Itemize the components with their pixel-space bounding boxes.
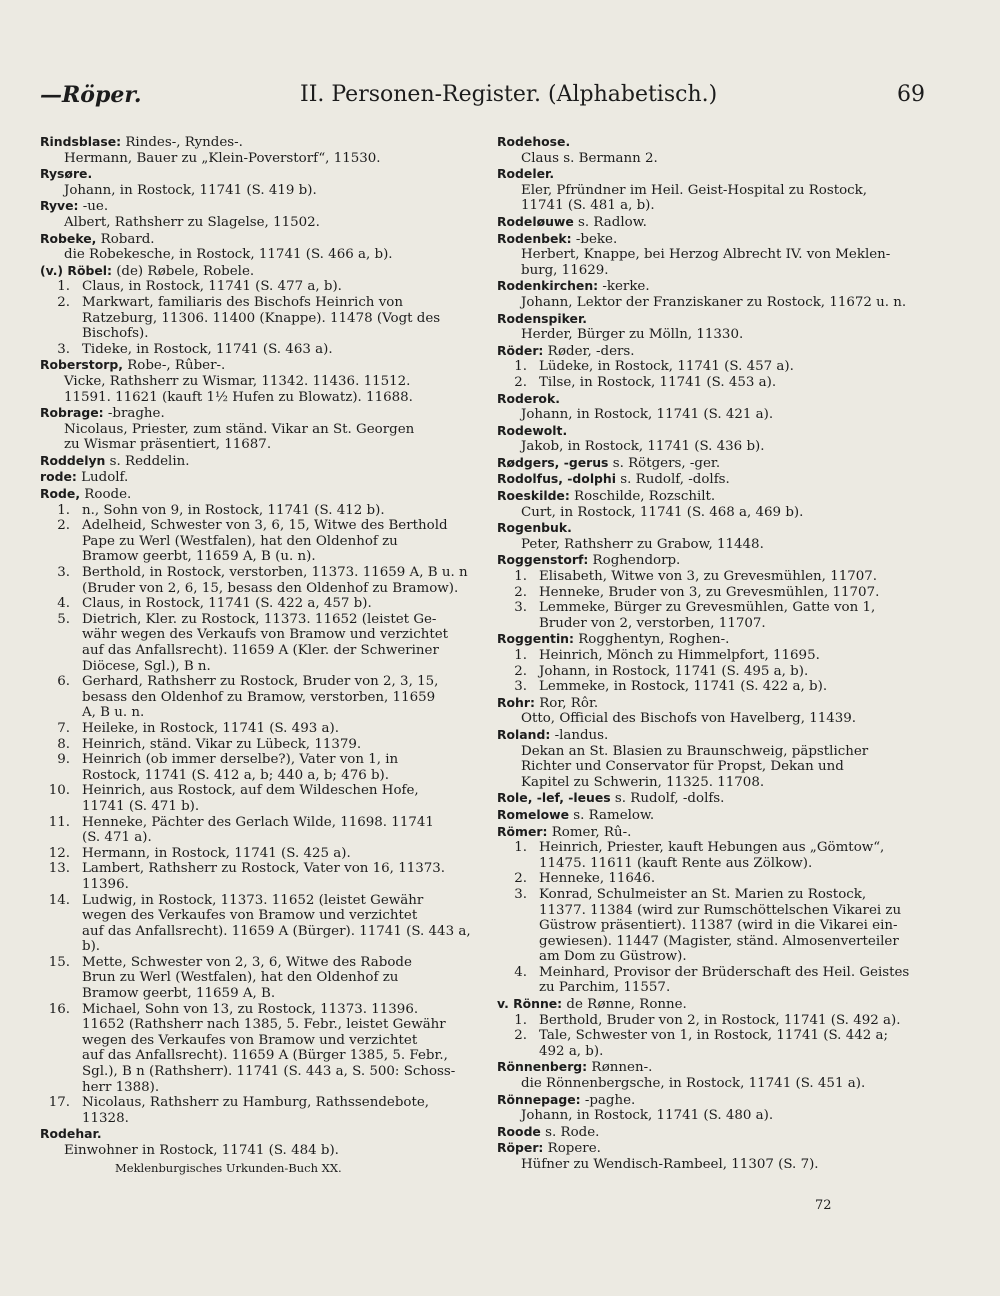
subitem-number: 1. (57, 279, 70, 295)
subitem-number: 2. (514, 1028, 527, 1044)
entry-headword: v. Rönne: (497, 996, 563, 1012)
register-entry (497, 790, 925, 807)
entry-text-line: Albert, Rathsherr zu Slagelse, 11502. (64, 214, 320, 230)
entry-heading-line (497, 455, 925, 472)
entry-subitem-line: auf das Anfallsrecht). 11659 A (Kler. der Schweriner (82, 643, 439, 658)
entry-text-line: Curt, in Rostock, 11741 (S. 468 a, 469 b). (521, 504, 804, 520)
entry-heading-line (497, 1124, 925, 1141)
register-entry (497, 423, 925, 455)
entry-subitem-line: Bramow geerbt, 11659 A, B (u. n). (82, 549, 316, 565)
entry-text-line: burg, 11629. (521, 262, 609, 278)
entry-subitem-line: 11. Henneke, Pächter des Gerlach Wilde, 11698. 11741 (40, 815, 480, 831)
entry-headword: Rogenbuk. (497, 520, 572, 536)
register-entry (497, 1092, 925, 1124)
entry-variants: Robard. (96, 231, 155, 247)
register-entry (497, 471, 925, 488)
entry-text-line: Johann, in Rostock, 11741 (S. 421 a). (521, 407, 774, 423)
entry-subitem-line: 11652 (Rathsherr nach 1385, 5. Febr., leistet Gewähr (82, 1017, 446, 1033)
running-head-left: —Röper. (40, 82, 142, 108)
register-entry (497, 391, 925, 423)
entry-subitem-line: 1. n., Sohn von 9, in Rostock, 11741 (S. 412 b). (40, 503, 480, 519)
entry-text-line: Johann, Lektor der Franziskaner zu Rostock, 11672 u. n. (521, 294, 907, 310)
entry-variants: s. Radlow. (573, 214, 647, 230)
entry-subitem-line: 1. Heinrich, Priester, kauft Hebungen aus „Gömtow“, (497, 840, 925, 856)
register-entry (497, 343, 925, 391)
register-entry (497, 695, 925, 727)
register-entry (497, 1140, 925, 1172)
entry-text-line: 11741 (S. 481 a, b). (521, 198, 655, 214)
entry-subitem-line: wegen des Verkaufes von Bramow und verzichtet (82, 1032, 418, 1048)
entry-variants: s. Rötgers, -ger. (608, 455, 721, 471)
subitem-number: 3. (57, 565, 70, 581)
register-entry (497, 1124, 925, 1141)
entry-subitem-line: 9. Heinrich (ob immer derselbe?), Vater von 1, in (40, 752, 480, 768)
entry-heading-line (40, 198, 480, 215)
entry-variants: de Rønne, Ronne. (562, 997, 687, 1013)
entry-text-line: Richter und Conservator für Propst, Dekan und (521, 759, 844, 775)
entry-subitem-line: A, B u. n. (82, 705, 145, 721)
subitem-number: 3. (514, 679, 527, 695)
entry-subitem-line: 1. Claus, in Rostock, 11741 (S. 477 a, b). (40, 279, 480, 295)
entry-subitem-line: 4. Meinhard, Provisor der Brüderschaft des Heil. Geistes (497, 965, 925, 981)
subitem-number: 9. (57, 752, 70, 768)
right-column (497, 134, 925, 1173)
entry-subitem-line: 2. Adelheid, Schwester von 3, 6, 15, Witwe des Berthold (40, 518, 480, 534)
entry-subitem-line: wegen des Verkaufes von Bramow und verzichtet (82, 908, 418, 924)
entry-subitem-line: 11396. (82, 876, 129, 892)
entry-headword: Römer: (497, 823, 548, 839)
entry-variants: -beke. (571, 231, 618, 247)
subitem-number: 1. (514, 648, 527, 663)
subitem-number: 14. (48, 892, 70, 908)
entry-heading-line (497, 996, 925, 1013)
entry-text-line: Eler, Pfründner im Heil. Geist-Hospital zu Rostock, (521, 182, 868, 198)
entry-heading-line (497, 278, 925, 295)
entry-heading-line (497, 1140, 925, 1157)
entry-text-line: Jakob, in Rostock, 11741 (S. 436 b). (521, 439, 765, 455)
subitem-number: 15. (48, 954, 70, 970)
entry-headword: Rode, (40, 486, 81, 502)
entry-headword: Roggentin: (497, 631, 574, 647)
entry-heading-line (40, 405, 480, 422)
entry-subitem-line: 1. Elisabeth, Witwe von 3, zu Grevesmühlen, 11707. (497, 569, 925, 585)
entry-headword: rode: (40, 469, 77, 485)
entry-headword: Rysøre. (40, 166, 93, 182)
register-entry (40, 453, 480, 470)
entry-headword: (v.) Röbel: (40, 262, 112, 278)
entry-headword: Roggenstorf: (497, 552, 589, 568)
subitem-number: 2. (514, 584, 527, 600)
register-entry (497, 520, 925, 552)
entry-subitem-line: 2. Johann, in Rostock, 11741 (S. 495 a, b). (497, 664, 925, 680)
register-entry (497, 552, 925, 631)
entry-headword: Rönnenberg: (497, 1059, 588, 1075)
entry-variants: -braghe. (103, 406, 165, 422)
entry-headword: Röder: (497, 342, 544, 358)
left-column (40, 134, 480, 1159)
entry-text-line: Otto, Official des Bischofs von Havelberg, 11439. (521, 711, 857, 727)
entry-headword: Robeke, (40, 230, 97, 246)
entry-variants: Roschilde, Rozschilt. (569, 489, 716, 505)
entry-subitem-line: 3. Tideke, in Rostock, 11741 (S. 463 a). (40, 342, 480, 358)
register-entry (497, 631, 925, 694)
entry-heading-line (497, 631, 925, 648)
register-entry (40, 263, 480, 358)
subitem-number: 1. (514, 1012, 527, 1028)
entry-subitem-line: währ wegen des Verkaufs von Bramow und verzichtet (82, 627, 449, 643)
entry-heading-line (497, 824, 925, 841)
subitem-number: 3. (514, 600, 527, 616)
entry-headword: Rindsblase: (40, 134, 122, 149)
entry-subitem-line: 4. Claus, in Rostock, 11741 (S. 422 a, 457 b). (40, 596, 480, 612)
subitem-number: 11. (48, 814, 70, 830)
entry-heading-line (497, 727, 925, 744)
entry-heading-line (497, 1059, 925, 1076)
entry-heading-line (497, 488, 925, 505)
entry-text-line: 11591. 11621 (kauft 1½ Hufen zu Blowatz). 11688. (64, 389, 413, 405)
entry-subitem-line: 15. Mette, Schwester von 2, 3, 6, Witwe des Rabode (40, 955, 480, 971)
entry-subitem-line: 492 a, b). (539, 1043, 604, 1059)
entry-subitem-line: 6. Gerhard, Rathsherr zu Rostock, Bruder von 2, 3, 15, (40, 674, 480, 690)
register-entry (40, 357, 480, 405)
entry-subitem-line: Ratzeburg, 11306. 11400 (Knappe). 11478 (Vogt des (82, 310, 441, 326)
subitem-number: 13. (48, 861, 70, 877)
entry-text-line: Hüfner zu Wendisch-Rambeel, 11307 (S. 7). (521, 1157, 819, 1172)
entry-headword: Roberstorp, (40, 357, 123, 373)
register-entry (497, 824, 925, 997)
register-entry (40, 469, 480, 486)
entry-headword: Ryve: (40, 198, 79, 214)
register-entry (40, 1126, 480, 1158)
entry-subitem-line: 14. Ludwig, in Rostock, 11373. 11652 (leistet Gewähr (40, 893, 480, 909)
entry-subitem-line: 2. Henneke, Bruder von 3, zu Grevesmühlen, 11707. (497, 585, 925, 601)
entry-subitem-line: Brun zu Werl (Westfalen), hat den Oldenhof zu (82, 970, 399, 986)
entry-subitem-line: 3. Lemmeke, Bürger zu Grevesmühlen, Gatte von 1, (497, 600, 925, 616)
entry-headword: Roddelyn (40, 452, 106, 468)
entry-heading-line (497, 695, 925, 712)
register-entry (497, 231, 925, 279)
subitem-number: 1. (57, 502, 70, 518)
entry-variants: Ludolf. (76, 470, 129, 486)
entry-subitem-line: 1. Heinrich, Mönch zu Himmelpfort, 11695. (497, 648, 925, 664)
entry-subitem-line: 17. Nicolaus, Rathsherr zu Hamburg, Rathssendebote, (40, 1095, 480, 1111)
entry-heading-line (40, 134, 480, 151)
entry-heading-line (40, 357, 480, 374)
register-entry (497, 488, 925, 520)
register-entry (497, 311, 925, 343)
entry-subitem-line: 2. Tale, Schwester von 1, in Rostock, 11741 (S. 442 a; (497, 1028, 925, 1044)
entry-headword: Roland: (497, 726, 551, 742)
entry-heading-line (497, 471, 925, 488)
register-entry (497, 727, 925, 790)
running-head-title: II. Personen-Register. (Alphabetisch.) (300, 82, 718, 107)
subitem-number: 12. (48, 845, 70, 861)
entry-headword: Rodenbek: (497, 230, 572, 246)
subitem-number: 17. (48, 1095, 70, 1111)
entry-subitem-line: 3. Konrad, Schulmeister an St. Marien zu Rostock, (497, 887, 925, 903)
entry-subitem-line: Bruder von 2, verstorben, 11707. (539, 615, 766, 631)
entry-subitem-line: 11475. 11611 (kauft Rente aus Zölkow). (539, 855, 813, 871)
subitem-number: 2. (514, 871, 527, 887)
entry-headword: Roeskilde: (497, 488, 570, 504)
entry-text-line: Dekan an St. Blasien zu Braunschweig, päpstlicher (521, 743, 869, 759)
entry-headword: Rodewolt. (497, 422, 568, 438)
subitem-number: 2. (57, 294, 70, 310)
entry-variants: Rønnen-. (587, 1060, 653, 1076)
entry-heading-line (497, 134, 925, 151)
entry-variants: s. Ramelow. (568, 807, 655, 823)
entry-subitem-line: gewiesen). 11447 (Magister, ständ. Almosenverteiler (539, 933, 899, 949)
subitem-number: 5. (57, 611, 70, 627)
register-entry (40, 405, 480, 453)
entry-variants: s. Rode. (540, 1124, 600, 1140)
entry-headword: Rodeler. (497, 166, 555, 182)
entry-text-line: Herder, Bürger zu Mölln, 11330. (521, 327, 744, 343)
entry-variants: Roode. (80, 487, 132, 503)
entry-headword: Rönnepage: (497, 1091, 581, 1107)
entry-subitem-line: Rostock, 11741 (S. 412 a, b; 440 a, b; 476 b). (82, 767, 390, 783)
entry-text-line: die Robekesche, in Rostock, 11741 (S. 466 a, b). (64, 247, 393, 263)
entry-subitem-line: 10. Heinrich, aus Rostock, auf dem Wildeschen Hofe, (40, 783, 480, 799)
entry-subitem-line: 7. Heileke, in Rostock, 11741 (S. 493 a). (40, 721, 480, 737)
entry-text-line: Hermann, Bauer zu „Klein-Poverstorf“, 11530. (64, 150, 381, 166)
entry-heading-line (40, 231, 480, 248)
entry-variants: s. Reddelin. (105, 453, 190, 469)
subitem-number: 1. (514, 569, 527, 585)
entry-subitem-line: Bischofs). (82, 326, 149, 342)
entry-subitem-line: auf das Anfallsrecht). 11659 A (Bürger 1385, 5. Febr., (82, 1048, 448, 1064)
register-entry (40, 134, 480, 166)
entry-variants: Rogghentyn, Roghen-. (573, 632, 730, 648)
entry-heading-line (40, 453, 480, 470)
register-entry (497, 214, 925, 231)
entry-headword: Röper: (497, 1140, 544, 1156)
entry-variants: Røder, -ders. (543, 343, 635, 359)
entry-heading-line (497, 552, 925, 569)
entry-subitem-line: Bramow geerbt, 11659 A, B. (82, 986, 276, 1002)
entry-variants: s. Rudolf, -dolfs. (616, 472, 730, 488)
entry-subitem-line: 13. Lambert, Rathsherr zu Rostock, Vater von 16, 11373. (40, 861, 480, 877)
entry-variants: Ror, Rôr. (534, 695, 599, 711)
entry-subitem-line: 2. Tilse, in Rostock, 11741 (S. 453 a). (497, 375, 925, 391)
entry-text-line: Johann, in Rostock, 11741 (S. 480 a). (521, 1108, 774, 1124)
subitem-number: 10. (48, 783, 70, 799)
register-entry (40, 198, 480, 230)
entry-subitem-line: Sgl.), B n (Rathsherr). 11741 (S. 443 a, S. 500: Schoss- (82, 1064, 456, 1080)
register-entry (497, 455, 925, 472)
subitem-number: 6. (57, 674, 70, 690)
entry-headword: Rødgers, -gerus (497, 454, 609, 470)
subitem-number: 4. (57, 596, 70, 612)
entry-subitem-line: Güstrow präsentiert). 11387 (wird in die Vikarei ein- (539, 918, 898, 934)
subitem-number: 7. (57, 720, 70, 736)
entry-text-line: Johann, in Rostock, 11741 (S. 419 b). (64, 182, 317, 198)
entry-text-line: Kapitel zu Schwerin, 11325. 11708. (521, 774, 765, 790)
entry-text-line: zu Wismar präsentiert, 11687. (64, 437, 272, 453)
entry-heading-line (497, 1092, 925, 1109)
footnote: Meklenburgisches Urkunden-Buch XX. (115, 1161, 342, 1175)
subitem-number: 2. (514, 374, 527, 390)
entry-subitem-line: Diöcese, Sgl.), B n. (82, 658, 211, 674)
entry-text-line: Vicke, Rathsherr zu Wismar, 11342. 11436. 11512. (64, 373, 411, 389)
entry-text-line: die Rönnenbergsche, in Rostock, 11741 (S. 451 a). (521, 1076, 866, 1092)
entry-subitem-line: 16. Michael, Sohn von 13, zu Rostock, 11373. 11396. (40, 1002, 480, 1018)
register-entry (497, 134, 925, 166)
entry-text-line: Herbert, Knappe, bei Herzog Albrecht IV. von Meklen- (521, 247, 891, 263)
entry-subitem-line: 12. Hermann, in Rostock, 11741 (S. 425 a). (40, 846, 480, 862)
entry-subitem-line: (Bruder von 2, 6, 15, besass den Oldenhof zu Bramow). (82, 580, 459, 596)
entry-heading-line (497, 423, 925, 440)
entry-headword: Rodehose. (497, 134, 571, 149)
entry-subitem-line: auf das Anfallsrecht). 11659 A (Bürger). 11741 (S. 443 a, b). (82, 923, 471, 955)
entry-heading-line (497, 391, 925, 408)
entry-heading-line (497, 166, 925, 183)
entry-variants: Rindes-, Ryndes-. (121, 135, 243, 150)
subitem-number: 1. (514, 840, 527, 856)
entry-subitem-line: 11741 (S. 471 b). (82, 798, 200, 814)
entry-text-line: Peter, Rathsherr zu Grabow, 11448. (521, 536, 764, 552)
entry-heading-line (497, 231, 925, 248)
entry-heading-line (40, 469, 480, 486)
entry-variants: -kerke. (598, 279, 650, 295)
entry-subitem-line: 2. Henneke, 11646. (497, 871, 925, 887)
entry-variants: Ropere. (543, 1141, 601, 1157)
entry-text-line: Claus s. Bermann 2. (521, 150, 658, 166)
entry-headword: Romelowe (497, 806, 569, 822)
entry-headword: Rodenspiker. (497, 310, 587, 326)
entry-subitem-line: 2. Markwart, familiaris des Bischofs Heinrich von (40, 295, 480, 311)
entry-headword: Rodeløuwe (497, 213, 574, 229)
register-entry (497, 1059, 925, 1091)
entry-subitem-line: (S. 471 a). (82, 830, 152, 846)
register-entry (497, 807, 925, 824)
entry-variants: -ue. (78, 199, 109, 215)
register-entry (40, 166, 480, 198)
entry-heading-line (497, 520, 925, 537)
entry-subitem-line: herr 1388). (82, 1079, 160, 1095)
entry-headword: Robrage: (40, 405, 104, 421)
entry-headword: Rodenkirchen: (497, 278, 599, 294)
entry-subitem-line: zu Parchim, 11557. (539, 980, 671, 996)
entry-subitem-line: 11377. 11384 (wird zur Rumschöttelschen Vikarei zu (539, 902, 902, 918)
register-entry (40, 231, 480, 263)
page-number: 69 (897, 82, 925, 107)
entry-headword: Rodolfus, -dolphi (497, 471, 616, 487)
entry-headword: Role, -lef, -leues (497, 790, 611, 806)
entry-subitem-line: Pape zu Werl (Westfalen), hat den Oldenhof zu (82, 533, 398, 549)
entry-heading-line (497, 214, 925, 231)
entry-subitem-line: besass den Oldenhof zu Bramow, verstorben, 11659 (82, 689, 436, 705)
entry-subitem-line: 8. Heinrich, ständ. Vikar zu Lübeck, 11379. (40, 737, 480, 753)
entry-text-line: Nicolaus, Priester, zum ständ. Vikar an St. Georgen (64, 421, 415, 437)
entry-headword: Rohr: (497, 694, 535, 710)
subitem-number: 3. (57, 341, 70, 357)
entry-variants: -paghe. (580, 1092, 636, 1108)
entry-headword: Roderok. (497, 390, 560, 406)
entry-subitem-line: 11328. (82, 1110, 129, 1126)
entry-subitem-line: 1. Lüdeke, in Rostock, 11741 (S. 457 a). (497, 359, 925, 375)
register-entry (497, 166, 925, 214)
entry-variants: Roghendorp. (588, 553, 681, 569)
subitem-number: 4. (514, 964, 527, 980)
entry-subitem-line: 1. Berthold, Bruder von 2, in Rostock, 11741 (S. 492 a). (497, 1013, 925, 1029)
subitem-number: 1. (514, 359, 527, 375)
entry-variants: s. Rudolf, -dolfs. (610, 791, 725, 807)
subitem-number: 16. (48, 1001, 70, 1017)
register-entry (497, 278, 925, 310)
entry-headword: Roode (497, 1123, 541, 1139)
subitem-number: 3. (514, 886, 527, 902)
sheet-number: 72 (815, 1198, 832, 1213)
entry-subitem-line: am Dom zu Güstrow). (539, 949, 687, 965)
entry-heading-line (497, 790, 925, 807)
subitem-number: 2. (57, 518, 70, 534)
entry-subitem-line: 3. Lemmeke, in Rostock, 11741 (S. 422 a, b). (497, 679, 925, 695)
register-entry (40, 486, 480, 1126)
entry-heading-line (40, 166, 480, 183)
entry-heading-line (497, 807, 925, 824)
subitem-number: 8. (57, 736, 70, 752)
page-header (0, 82, 1000, 122)
entry-heading-line (497, 343, 925, 360)
entry-heading-line (497, 311, 925, 328)
entry-variants: (de) Røbele, Robele. (111, 263, 255, 279)
entry-subitem-line: 3. Berthold, in Rostock, verstorben, 11373. 11659 A, B u. n (40, 565, 480, 581)
entry-heading-line (40, 263, 480, 280)
entry-heading-line (40, 1126, 480, 1143)
entry-subitem-line: 5. Dietrich, Kler. zu Rostock, 11373. 11652 (leistet Ge- (40, 612, 480, 628)
entry-variants: Romer, Rû-. (547, 824, 632, 840)
entry-headword: Rodehar. (40, 1126, 102, 1142)
register-entry (497, 996, 925, 1059)
entry-variants: Robe-, Rûber-. (122, 358, 226, 374)
entry-variants: -landus. (550, 727, 609, 743)
subitem-number: 2. (514, 663, 527, 679)
entry-heading-line (40, 486, 480, 503)
entry-text-line: Einwohner in Rostock, 11741 (S. 484 b). (64, 1143, 339, 1158)
